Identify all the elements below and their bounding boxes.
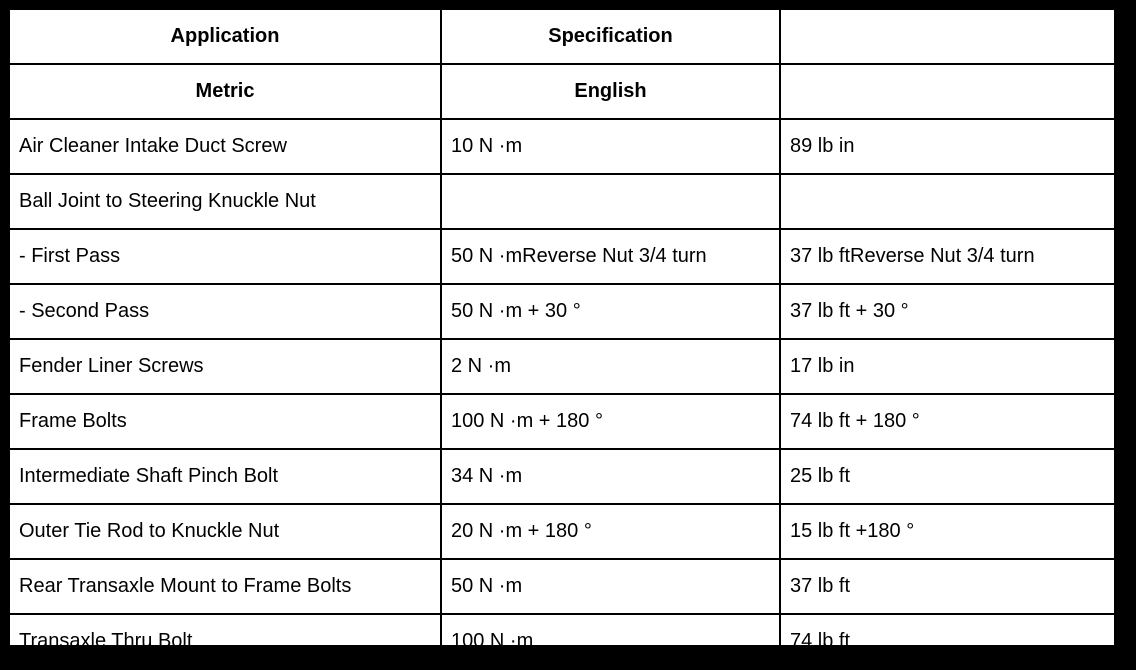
metric-value-cell: 50 N ·mReverse Nut 3/4 turn bbox=[441, 229, 780, 284]
metric-value-cell: 100 N ·m + 180 ° bbox=[441, 394, 780, 449]
torque-spec-table bbox=[8, 8, 1116, 670]
application-cell: Fender Liner Screws bbox=[9, 339, 441, 394]
metric-value-cell: 20 N ·m + 180 ° bbox=[441, 504, 780, 559]
metric-value-cell: 50 N ·m bbox=[441, 559, 780, 614]
header-application: Application bbox=[9, 9, 441, 64]
english-value-cell: 25 lb ft bbox=[780, 449, 1115, 504]
table-row bbox=[9, 449, 1115, 504]
application-cell: Frame Bolts bbox=[9, 394, 441, 449]
english-value-cell: 37 lb ft bbox=[780, 559, 1115, 614]
header-row bbox=[9, 9, 1115, 64]
header-metric: Metric bbox=[9, 64, 441, 119]
header-empty-cell bbox=[780, 9, 1115, 64]
english-value-cell: 74 lb ft bbox=[780, 614, 1115, 669]
table-row bbox=[9, 614, 1115, 669]
application-cell: Transaxle Thru Bolt bbox=[9, 614, 441, 669]
english-value-cell: 37 lb ft + 30 ° bbox=[780, 284, 1115, 339]
english-value-cell: 89 lb in bbox=[780, 119, 1115, 174]
table-row bbox=[9, 339, 1115, 394]
metric-value-cell: 2 N ·m bbox=[441, 339, 780, 394]
table-row bbox=[9, 284, 1115, 339]
english-value-cell: 15 lb ft +180 ° bbox=[780, 504, 1115, 559]
metric-value-cell: 100 N ·m bbox=[441, 614, 780, 669]
application-cell: Ball Joint to Steering Knuckle Nut bbox=[9, 174, 441, 229]
table-row bbox=[9, 559, 1115, 614]
header-specification: Specification bbox=[441, 9, 780, 64]
application-cell: Air Cleaner Intake Duct Screw bbox=[9, 119, 441, 174]
application-cell: - First Pass bbox=[9, 229, 441, 284]
metric-value-cell: 50 N ·m + 30 ° bbox=[441, 284, 780, 339]
metric-value-cell: 10 N ·m bbox=[441, 119, 780, 174]
table-row bbox=[9, 174, 1115, 229]
subheader-row bbox=[9, 64, 1115, 119]
application-cell: Outer Tie Rod to Knuckle Nut bbox=[9, 504, 441, 559]
english-value-cell bbox=[780, 174, 1115, 229]
application-cell: Intermediate Shaft Pinch Bolt bbox=[9, 449, 441, 504]
english-value-cell: 74 lb ft + 180 ° bbox=[780, 394, 1115, 449]
header-english: English bbox=[441, 64, 780, 119]
application-cell: - Second Pass bbox=[9, 284, 441, 339]
table-row bbox=[9, 229, 1115, 284]
metric-value-cell: 34 N ·m bbox=[441, 449, 780, 504]
document-page bbox=[8, 8, 1114, 652]
table-row bbox=[9, 394, 1115, 449]
english-value-cell: 37 lb ftReverse Nut 3/4 turn bbox=[780, 229, 1115, 284]
application-cell: Rear Transaxle Mount to Frame Bolts bbox=[9, 559, 441, 614]
table-row bbox=[9, 504, 1115, 559]
table-row bbox=[9, 119, 1115, 174]
header-empty-cell bbox=[780, 64, 1115, 119]
english-value-cell: 17 lb in bbox=[780, 339, 1115, 394]
metric-value-cell bbox=[441, 174, 780, 229]
